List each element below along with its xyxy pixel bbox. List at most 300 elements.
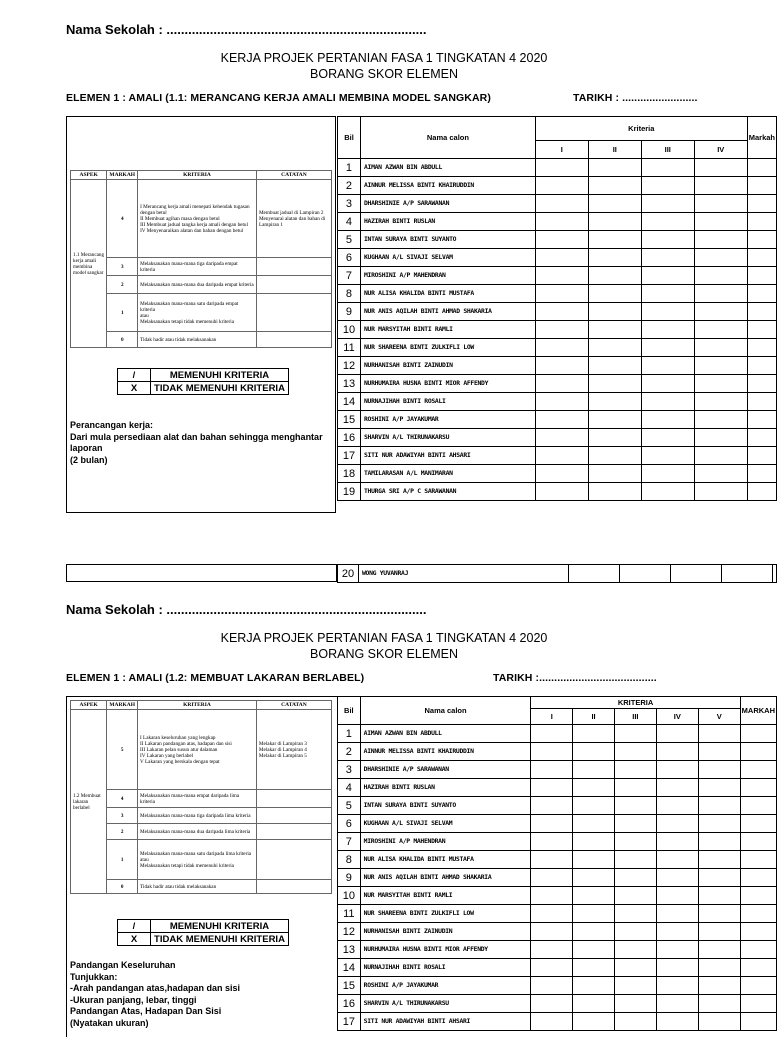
- student-name: NUR SHAREENA BINTI ZULKIFLI LOW: [360, 905, 531, 923]
- score-cell[interactable]: [614, 1013, 656, 1031]
- score-cell[interactable]: [573, 833, 615, 851]
- rubric-markah: 0: [107, 880, 138, 894]
- score-cell[interactable]: [694, 195, 747, 213]
- score-cell[interactable]: [656, 887, 698, 905]
- score-cell[interactable]: [573, 977, 615, 995]
- score-cell[interactable]: [531, 779, 573, 797]
- form-title-1: KERJA PROJEK PERTANIAN FASA 1 TINGKATAN 4 2020: [220, 51, 548, 65]
- rubric-row: [71, 840, 332, 880]
- score-cell[interactable]: [641, 177, 694, 195]
- legend-text: TIDAK MEMENUHI KRITERIA: [151, 933, 289, 946]
- rubric-row: [71, 880, 332, 894]
- score-cell[interactable]: [531, 995, 573, 1013]
- rubric-row: [71, 710, 332, 790]
- score-cell[interactable]: [531, 905, 573, 923]
- score-cell[interactable]: [694, 213, 747, 231]
- score-cell[interactable]: [588, 231, 641, 249]
- score-cell[interactable]: [535, 321, 588, 339]
- student-name: INTAN SURAYA BINTI SUYANTO: [360, 797, 531, 815]
- student-name: MIROSHINI A/P MAHENDRAN: [360, 267, 535, 285]
- score-cell[interactable]: [531, 869, 573, 887]
- row-number: 11: [338, 339, 361, 357]
- score-cell[interactable]: [656, 959, 698, 977]
- score-cell[interactable]: [641, 429, 694, 447]
- table-row: [338, 213, 777, 231]
- rubric-kriteria: Melaksanakan mana-mana tiga daripada empat kriteria: [138, 258, 257, 276]
- markah-cell: [740, 923, 776, 941]
- score-cell[interactable]: [531, 851, 573, 869]
- score-cell[interactable]: [614, 743, 656, 761]
- score-cell[interactable]: [588, 483, 641, 501]
- rubric-kriteria: I Merancang kerja amali menepati kehendak tugasan dengan betul II Membuat agihan masa dengan betul III Membuat jadual tangka kerja amali dengan betul IV Menyenaraikan alatan dan bahan dengan betul: [138, 180, 257, 258]
- table-row: [338, 761, 777, 779]
- score-cell[interactable]: [535, 483, 588, 501]
- score-cell[interactable]: [641, 267, 694, 285]
- score-cell[interactable]: [698, 887, 740, 905]
- student-name: NUR SHAREENA BINTI ZULKIFLI LOW: [360, 339, 535, 357]
- rubric-catatan: [256, 840, 331, 880]
- score-cell[interactable]: [641, 159, 694, 177]
- rubric-header-markah: MARKAH: [107, 171, 138, 180]
- form-title-2: KERJA PROJEK PERTANIAN FASA 1 TINGKATAN 4 2020: [220, 631, 548, 645]
- score-cell[interactable]: [698, 815, 740, 833]
- markah-cell: [747, 285, 776, 303]
- markah-cell: [740, 725, 776, 743]
- score-cell[interactable]: [614, 977, 656, 995]
- score-cell[interactable]: [694, 321, 747, 339]
- score-cell[interactable]: [698, 779, 740, 797]
- row-number: 19: [338, 483, 361, 501]
- score-cell[interactable]: [641, 339, 694, 357]
- row-number: 11: [338, 905, 361, 923]
- student-name: NURNAJIHAH BINTI ROSALI: [360, 959, 531, 977]
- score-cell[interactable]: [588, 177, 641, 195]
- score-cell[interactable]: [641, 393, 694, 411]
- orphan-left-cell: [66, 564, 337, 582]
- markah-cell: [747, 213, 776, 231]
- score-cell[interactable]: [698, 1013, 740, 1031]
- header-col-ii: II: [588, 141, 641, 159]
- score-cell[interactable]: [641, 285, 694, 303]
- score-cell[interactable]: [656, 725, 698, 743]
- score-cell[interactable]: [641, 465, 694, 483]
- score-cell[interactable]: [614, 761, 656, 779]
- score-cell[interactable]: [614, 797, 656, 815]
- score-cell[interactable]: [573, 995, 615, 1013]
- table-row: [338, 1013, 777, 1031]
- header-col-iii: III: [614, 709, 656, 725]
- score-cell[interactable]: [614, 905, 656, 923]
- rubric-table-1: [70, 170, 332, 348]
- row-number: 7: [338, 833, 361, 851]
- score-cell[interactable]: [656, 977, 698, 995]
- student-name: AIMAN AZWAN BIN ABDULL: [360, 725, 531, 743]
- score-cell[interactable]: [531, 941, 573, 959]
- rubric-markah: 5: [107, 710, 138, 790]
- markah-cell: [740, 815, 776, 833]
- markah-cell: [740, 995, 776, 1013]
- table-row: [338, 375, 777, 393]
- score-cell[interactable]: [614, 941, 656, 959]
- rubric-markah: 4: [107, 790, 138, 808]
- header-kriteria: KRITERIA: [531, 697, 740, 709]
- row-number: 12: [338, 357, 361, 375]
- score-cell[interactable]: [698, 833, 740, 851]
- row-number: 15: [338, 977, 361, 995]
- score-cell[interactable]: [694, 465, 747, 483]
- table-row: [338, 483, 777, 501]
- row-number: 2: [338, 743, 361, 761]
- score-cell[interactable]: [573, 743, 615, 761]
- score-cell[interactable]: [588, 393, 641, 411]
- score-cell[interactable]: [698, 851, 740, 869]
- header-col-iii: III: [641, 141, 694, 159]
- tarikh-label-1: TARIKH : .........................: [573, 92, 698, 104]
- score-cell[interactable]: [641, 231, 694, 249]
- score-cell[interactable]: [535, 231, 588, 249]
- legend-2: [117, 919, 289, 946]
- score-cell[interactable]: [698, 905, 740, 923]
- rubric-catatan: [256, 258, 331, 276]
- score-cell[interactable]: [588, 303, 641, 321]
- score-cell[interactable]: [694, 303, 747, 321]
- score-cell[interactable]: [694, 429, 747, 447]
- score-cell[interactable]: [656, 869, 698, 887]
- rubric-kriteria: Tidak hadir atau tidak melaksanakan: [138, 880, 257, 894]
- student-name: NUR ANIS AQILAH BINTI AHMAD SHAKARIA: [360, 303, 535, 321]
- score-cell[interactable]: [656, 905, 698, 923]
- score-cell[interactable]: [588, 375, 641, 393]
- score-cell[interactable]: [573, 941, 615, 959]
- score-cell[interactable]: [588, 159, 641, 177]
- rubric-markah: 4: [107, 180, 138, 258]
- score-cell[interactable]: [588, 195, 641, 213]
- markah-cell: [747, 231, 776, 249]
- score-cell[interactable]: [641, 249, 694, 267]
- score-cell[interactable]: [694, 249, 747, 267]
- score-cell[interactable]: [614, 959, 656, 977]
- score-cell[interactable]: [641, 213, 694, 231]
- score-cell[interactable]: [694, 177, 747, 195]
- score-cell[interactable]: [698, 923, 740, 941]
- score-cell[interactable]: [641, 447, 694, 465]
- score-cell[interactable]: [694, 357, 747, 375]
- rubric-header-kriteria: KRITERIA: [138, 701, 257, 710]
- score-cell[interactable]: [588, 429, 641, 447]
- score-cell[interactable]: [698, 743, 740, 761]
- table-row: [338, 177, 777, 195]
- score-cell[interactable]: [694, 393, 747, 411]
- score-cell[interactable]: [535, 195, 588, 213]
- student-name: MIROSHINI A/P MAHENDRAN: [360, 833, 531, 851]
- table-row: [338, 869, 777, 887]
- score-cell[interactable]: [698, 869, 740, 887]
- markah-cell: [747, 159, 776, 177]
- student-name: ROSHINI A/P JAYAKUMAR: [360, 977, 531, 995]
- rubric-row: [71, 258, 332, 276]
- score-cell[interactable]: [535, 177, 588, 195]
- score-cell[interactable]: [531, 887, 573, 905]
- rubric-kriteria: I Lakaran keseluruhan yang lengkap II Lakaran pandangan atas, hadapan dan sisi III Lakaran pelan susun atur dalaman IV Lakaran yang berlabel V Lakaran yang berskala dengan tepat: [138, 710, 257, 790]
- student-table-2: [337, 696, 777, 1031]
- student-name: DHARSHINIE A/P SARAWANAN: [360, 761, 531, 779]
- row-number: 10: [338, 887, 361, 905]
- rubric-header-aspek: ASPEK: [71, 171, 107, 180]
- score-cell[interactable]: [614, 725, 656, 743]
- legend-symbol: /: [118, 369, 151, 382]
- markah-cell: [740, 941, 776, 959]
- score-cell[interactable]: [614, 815, 656, 833]
- markah-cell: [747, 249, 776, 267]
- score-cell[interactable]: [656, 779, 698, 797]
- table-row: [338, 797, 777, 815]
- table-row: [338, 833, 777, 851]
- score-cell[interactable]: [614, 887, 656, 905]
- score-cell[interactable]: [573, 779, 615, 797]
- score-cell[interactable]: [535, 429, 588, 447]
- rubric-markah: 3: [107, 808, 138, 824]
- row-number: 5: [338, 797, 361, 815]
- rubric-catatan: [256, 824, 331, 840]
- row-number: 17: [338, 1013, 361, 1031]
- score-cell[interactable]: [641, 195, 694, 213]
- score-cell[interactable]: [588, 321, 641, 339]
- table-row: [338, 339, 777, 357]
- legend-1: [117, 368, 289, 395]
- score-cell[interactable]: [694, 267, 747, 285]
- row-number: 14: [338, 959, 361, 977]
- markah-cell: [740, 905, 776, 923]
- rubric-markah: 1: [107, 294, 138, 332]
- student-name: NUR MARSYITAH BINTI RAMLI: [360, 887, 531, 905]
- rubric-catatan: Membuat jadual di Lampiran 2 Menyenarai alatan dan bahan di Lampiran 1: [256, 180, 331, 258]
- table-row: [338, 429, 777, 447]
- score-cell[interactable]: [535, 375, 588, 393]
- score-cell[interactable]: [573, 923, 615, 941]
- rubric-table-2: [70, 700, 332, 894]
- score-cell[interactable]: [535, 249, 588, 267]
- rubric-panel-2: [66, 696, 337, 1037]
- score-cell[interactable]: [588, 267, 641, 285]
- score-cell[interactable]: [641, 411, 694, 429]
- row-number: 1: [338, 159, 361, 177]
- table-row: [338, 465, 777, 483]
- score-cell[interactable]: [573, 959, 615, 977]
- score-cell[interactable]: [698, 761, 740, 779]
- markah-cell: [747, 447, 776, 465]
- rubric-markah: 1: [107, 840, 138, 880]
- row-number: 7: [338, 267, 361, 285]
- header-kriteria: Kriteria: [535, 117, 747, 141]
- score-cell[interactable]: [588, 465, 641, 483]
- note-1: Perancangan kerja: Dari mula persediaan alat dan bahan sehingga menghantar laporan (2 bulan): [70, 420, 323, 465]
- score-cell[interactable]: [588, 411, 641, 429]
- score-cell[interactable]: [694, 231, 747, 249]
- legend-symbol: X: [118, 933, 151, 946]
- row-number: 2: [338, 177, 361, 195]
- score-cell[interactable]: [698, 959, 740, 977]
- score-cell[interactable]: [535, 159, 588, 177]
- table-row: [338, 159, 777, 177]
- tarikh-label-2: TARIKH :.......................................: [493, 672, 657, 684]
- student-name: NUR ALISA KHALIDA BINTI MUSTAFA: [360, 285, 535, 303]
- score-cell[interactable]: [531, 761, 573, 779]
- markah-cell: [747, 357, 776, 375]
- table-row: [338, 321, 777, 339]
- score-cell[interactable]: [641, 303, 694, 321]
- student-name: KUGHAAN A/L SIVAJI SELVAM: [360, 249, 535, 267]
- score-cell[interactable]: [614, 851, 656, 869]
- student-name: SHARVIN A/L THIRUNAKARSU: [360, 995, 531, 1013]
- score-cell[interactable]: [535, 339, 588, 357]
- student-name: HAZIRAH BINTI RUSLAN: [360, 213, 535, 231]
- score-cell[interactable]: [535, 267, 588, 285]
- score-cell[interactable]: [614, 869, 656, 887]
- score-cell[interactable]: [694, 159, 747, 177]
- score-cell[interactable]: [656, 851, 698, 869]
- score-cell[interactable]: [656, 833, 698, 851]
- score-cell[interactable]: [573, 815, 615, 833]
- score-cell[interactable]: [656, 941, 698, 959]
- rubric-panel-1: [66, 116, 336, 513]
- score-cell[interactable]: [656, 761, 698, 779]
- score-cell[interactable]: [573, 761, 615, 779]
- rubric-row: [71, 808, 332, 824]
- score-cell[interactable]: [694, 339, 747, 357]
- score-cell[interactable]: [573, 797, 615, 815]
- student-name: KUGHAAN A/L SIVAJI SELVAM: [360, 815, 531, 833]
- score-cell[interactable]: [531, 725, 573, 743]
- score-cell[interactable]: [698, 725, 740, 743]
- score-cell[interactable]: [656, 1013, 698, 1031]
- header-col-ii: II: [573, 709, 615, 725]
- score-cell[interactable]: [656, 995, 698, 1013]
- markah-cell: [747, 303, 776, 321]
- rubric-aspek: 1.2 Membuat lakaran berlabel: [71, 710, 107, 894]
- score-cell[interactable]: [535, 357, 588, 375]
- rubric-catatan: [256, 332, 331, 348]
- score-cell[interactable]: [535, 411, 588, 429]
- score-cell[interactable]: [641, 483, 694, 501]
- score-cell[interactable]: [531, 797, 573, 815]
- score-cell[interactable]: [698, 797, 740, 815]
- score-cell[interactable]: [535, 393, 588, 411]
- score-cell[interactable]: [531, 815, 573, 833]
- score-cell[interactable]: [670, 565, 721, 583]
- score-cell[interactable]: [573, 725, 615, 743]
- score-cell[interactable]: [694, 285, 747, 303]
- score-cell[interactable]: [698, 941, 740, 959]
- score-cell[interactable]: [535, 447, 588, 465]
- form-subtitle-1: BORANG SKOR ELEMEN: [310, 67, 458, 81]
- score-cell[interactable]: [535, 465, 588, 483]
- score-cell[interactable]: [641, 375, 694, 393]
- score-cell[interactable]: [573, 851, 615, 869]
- table-row: [338, 959, 777, 977]
- score-cell[interactable]: [656, 923, 698, 941]
- score-cell[interactable]: [531, 743, 573, 761]
- score-cell[interactable]: [656, 743, 698, 761]
- row-number: 8: [338, 851, 361, 869]
- score-cell[interactable]: [619, 565, 670, 583]
- score-cell[interactable]: [694, 483, 747, 501]
- student-name: SITI NUR ADAWIYAH BINTI AHSARI: [360, 1013, 531, 1031]
- row-number: 12: [338, 923, 361, 941]
- score-cell[interactable]: [614, 995, 656, 1013]
- rubric-kriteria: Melaksanakan mana-mana tiga daripada lima kriteria: [138, 808, 257, 824]
- score-cell[interactable]: [588, 249, 641, 267]
- score-cell[interactable]: [588, 285, 641, 303]
- score-cell[interactable]: [694, 447, 747, 465]
- score-cell[interactable]: [656, 797, 698, 815]
- markah-cell: [740, 833, 776, 851]
- score-cell[interactable]: [614, 833, 656, 851]
- score-cell[interactable]: [614, 779, 656, 797]
- score-cell[interactable]: [588, 357, 641, 375]
- score-cell[interactable]: [568, 565, 619, 583]
- student-name: INTAN SURAYA BINTI SUYANTO: [360, 231, 535, 249]
- score-cell[interactable]: [694, 375, 747, 393]
- table-row: [338, 447, 777, 465]
- table-row: [338, 815, 777, 833]
- score-cell[interactable]: [531, 833, 573, 851]
- student-name: THURGA SRI A/P C SARAWANAN: [360, 483, 535, 501]
- table-row: [338, 565, 777, 583]
- rubric-kriteria: Melaksanakan mana-mana satu daripada empat kriteria atau Melaksanakan tetapi tidak memenuhi kriteria: [138, 294, 257, 332]
- score-cell[interactable]: [531, 923, 573, 941]
- student-name: SHARVIN A/L THIRUNAKARSU: [360, 429, 535, 447]
- markah-cell: [740, 887, 776, 905]
- markah-cell: [747, 339, 776, 357]
- row-number: 9: [338, 303, 361, 321]
- markah-cell: [740, 743, 776, 761]
- score-cell[interactable]: [588, 339, 641, 357]
- table-row: [338, 905, 777, 923]
- table-row: [338, 887, 777, 905]
- row-number: 16: [338, 429, 361, 447]
- rubric-row: [71, 180, 332, 258]
- score-cell[interactable]: [698, 977, 740, 995]
- row-number: 17: [338, 447, 361, 465]
- header-nama-calon: Nama calon: [360, 697, 531, 725]
- score-cell[interactable]: [535, 213, 588, 231]
- score-cell[interactable]: [588, 447, 641, 465]
- score-cell[interactable]: [531, 1013, 573, 1031]
- score-cell[interactable]: [573, 1013, 615, 1031]
- rubric-catatan: [256, 276, 331, 294]
- score-cell[interactable]: [721, 565, 772, 583]
- score-cell[interactable]: [614, 923, 656, 941]
- score-cell[interactable]: [531, 977, 573, 995]
- score-cell[interactable]: [573, 905, 615, 923]
- score-cell[interactable]: [573, 887, 615, 905]
- student-name: SITI NUR ADAWIYAH BINTI AHSARI: [360, 447, 535, 465]
- markah-cell: [747, 393, 776, 411]
- school-name-label-2: Nama Sekolah : ........................................................................: [66, 602, 427, 617]
- score-cell[interactable]: [641, 321, 694, 339]
- score-cell[interactable]: [588, 213, 641, 231]
- score-cell[interactable]: [694, 411, 747, 429]
- score-cell[interactable]: [573, 869, 615, 887]
- score-cell[interactable]: [535, 303, 588, 321]
- score-cell[interactable]: [641, 357, 694, 375]
- markah-cell: [747, 429, 776, 447]
- score-cell[interactable]: [698, 995, 740, 1013]
- score-cell[interactable]: [656, 815, 698, 833]
- score-cell[interactable]: [535, 285, 588, 303]
- score-cell[interactable]: [531, 959, 573, 977]
- header-col-iv: IV: [694, 141, 747, 159]
